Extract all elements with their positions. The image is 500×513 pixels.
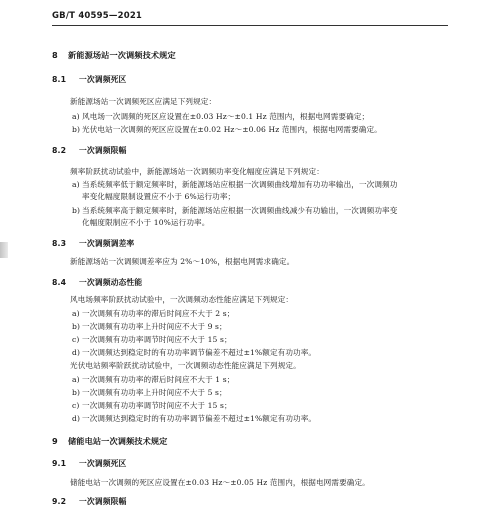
list-item-8-2-b-cont: 化幅度限制应不小于 10%运行功率。 xyxy=(82,218,210,227)
list-item-8-4-pv-c xyxy=(72,401,232,411)
list-marker: b) xyxy=(72,125,81,134)
paragraph-8-1-intro: 新能源场站一次调频死区应满足下列规定： xyxy=(70,97,217,106)
list-item-8-4-pv-d xyxy=(72,414,316,424)
list-text: 风电场一次调频的死区应设置在±0.03 Hz～±0.1 Hz 范围内，根据电网需要确定； xyxy=(82,112,370,121)
list-text: 光伏电站一次调频的死区应设置在±0.02 Hz～±0.06 Hz 范围内，根据电网需要确定。 xyxy=(82,125,382,134)
section-title: 一次调频死区 xyxy=(79,459,127,468)
paragraph-9-1: 储能电站一次调频的死区应设置在±0.03 Hz～±0.05 Hz 范围内，根据电网需要确定。 xyxy=(70,478,370,487)
section-title: 一次调频动态性能 xyxy=(79,278,143,287)
list-item-8-2-b xyxy=(72,206,397,216)
heading-section-8-1 xyxy=(52,75,126,85)
list-marker: d) xyxy=(72,414,81,423)
paragraph-8-3: 新能源场站一次调频调差率应为 2%～10%，根据电网需求确定。 xyxy=(70,257,295,266)
heading-section-9-1 xyxy=(52,459,126,469)
list-marker: a) xyxy=(72,112,80,121)
paragraph-8-4-pv-intro: 光伏电站频率阶跃扰动试验中，一次调频动态性能应满足下列规定。 xyxy=(70,361,301,370)
list-text: 一次调频有功功率调节时间应不大于 15 s； xyxy=(82,335,232,344)
standard-code: GB/T 40595—2021 xyxy=(52,11,143,21)
heading-section-8-2 xyxy=(52,146,126,156)
list-marker: c) xyxy=(72,335,80,344)
heading-section-9 xyxy=(52,436,167,446)
list-text: 一次调频有功功率上升时间应不大于 9 s； xyxy=(82,322,227,331)
list-marker: b) xyxy=(72,206,81,215)
header-rule xyxy=(52,25,448,26)
list-text: 一次调频达到稳定时的有功功率调节偏差不超过±1%额定有功功率。 xyxy=(82,348,317,357)
heading-section-8 xyxy=(52,50,176,60)
list-marker: c) xyxy=(72,401,80,410)
scan-edge-mark xyxy=(0,242,8,258)
list-item-8-4-pv-b xyxy=(72,388,227,398)
section-number: 8.4 xyxy=(52,278,67,287)
list-item-8-4-wind-c xyxy=(72,335,232,345)
paragraph-8-4-wind-intro: 风电场频率阶跃扰动试验中，一次调频动态性能应满足下列规定： xyxy=(70,295,294,304)
heading-section-8-3 xyxy=(52,239,134,249)
list-marker: b) xyxy=(72,388,81,397)
list-marker: a) xyxy=(72,309,80,318)
list-text: 一次调频有功功率的滞后时间应不大于 1 s； xyxy=(82,375,235,384)
list-item-8-4-wind-b xyxy=(72,322,227,332)
list-text: 一次调频有功功率上升时间应不大于 5 s； xyxy=(82,388,227,397)
heading-section-8-4 xyxy=(52,278,142,288)
section-number: 9.2 xyxy=(52,497,67,506)
list-marker: b) xyxy=(72,322,81,331)
list-text: 一次调频有功功率的滞后时间应不大于 2 s； xyxy=(82,309,235,318)
list-text: 当系统频率高于额定频率时，新能源场站应根据一次调频曲线减少有功输出，一次调频功率变 xyxy=(82,206,398,215)
list-item-8-1-b xyxy=(72,125,382,135)
list-marker: d) xyxy=(72,348,81,357)
section-title: 一次调频调差率 xyxy=(79,239,135,248)
list-item-8-2-a-cont: 率变化幅度限制设置应不小于 6%运行功率； xyxy=(82,192,236,201)
list-item-8-1-a xyxy=(72,112,369,122)
section-number: 9.1 xyxy=(52,459,67,468)
heading-section-9-2 xyxy=(52,497,126,507)
list-text: 一次调频有功功率调节时间应不大于 15 s； xyxy=(82,401,232,410)
list-item-8-2-a xyxy=(72,180,397,190)
list-text: 当系统频率低于额定频率时，新能源场站应根据一次调频曲线增加有功功率输出，一次调频功 xyxy=(82,180,398,189)
list-item-8-4-wind-d xyxy=(72,348,316,358)
list-marker: a) xyxy=(72,375,80,384)
list-item-8-4-wind-a xyxy=(72,309,234,319)
section-title: 储能电站一次调频技术规定 xyxy=(68,436,168,446)
section-title: 新能源场站一次调频技术规定 xyxy=(68,50,176,60)
section-title: 一次调频死区 xyxy=(79,75,127,84)
paragraph-8-2-intro: 频率阶跃扰动试验中，新能源场站一次调频功率变化幅度应满足下列规定： xyxy=(70,167,324,176)
section-title: 一次调频限幅 xyxy=(79,146,127,155)
section-number: 8.2 xyxy=(52,146,67,155)
section-number: 8 xyxy=(52,50,58,60)
list-item-8-4-pv-a xyxy=(72,375,234,385)
list-marker: a) xyxy=(72,180,80,189)
section-number: 9 xyxy=(52,436,58,446)
section-number: 8.1 xyxy=(52,75,67,84)
list-text: 一次调频达到稳定时的有功功率调节偏差不超过±1%额定有功功率。 xyxy=(82,414,317,423)
section-number: 8.3 xyxy=(52,239,67,248)
section-title: 一次调频限幅 xyxy=(79,497,127,506)
